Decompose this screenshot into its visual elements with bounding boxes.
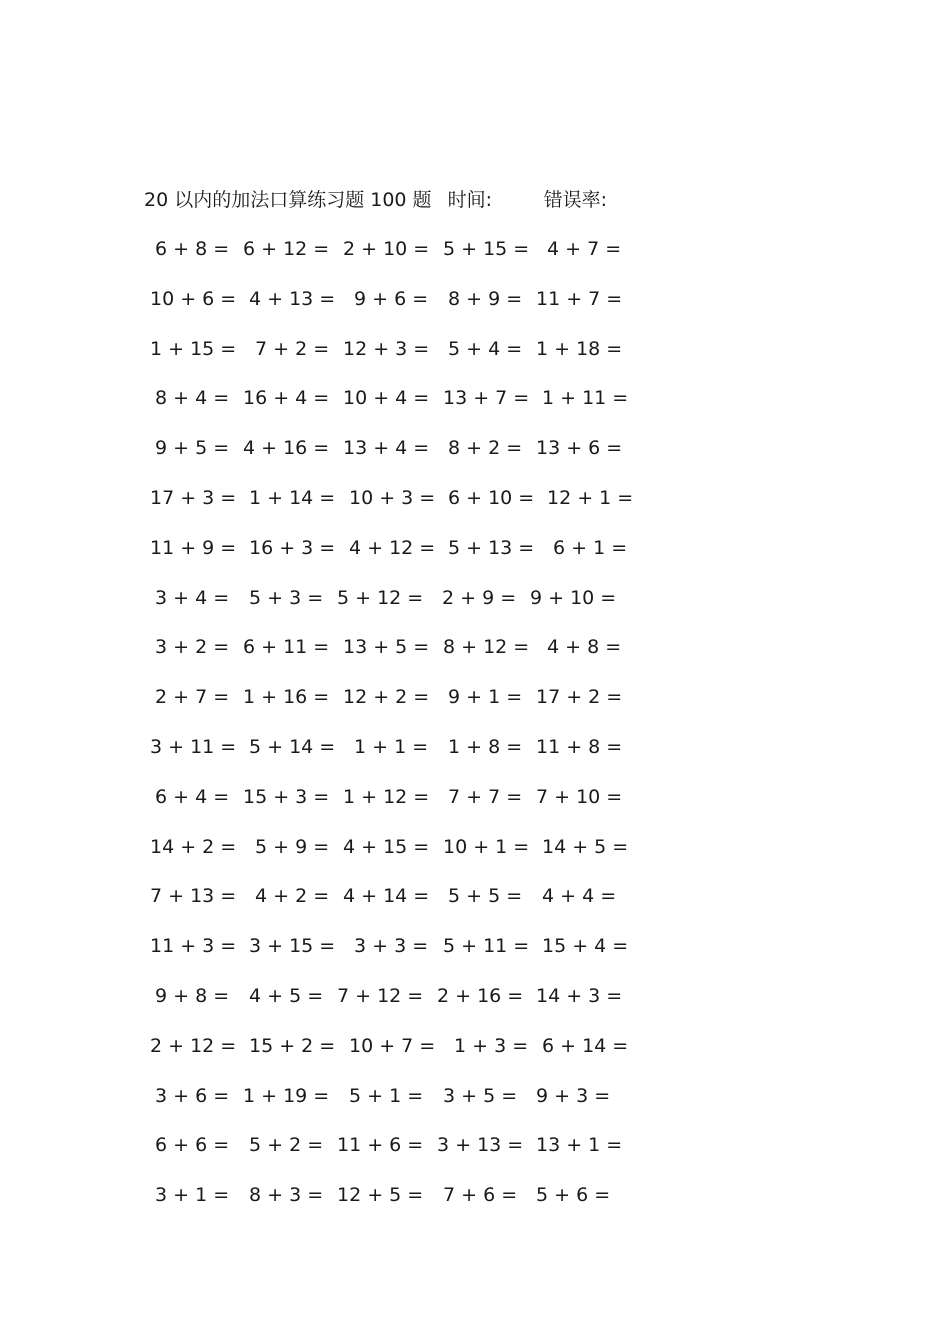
problem-r9-c5: 4 + 8 =	[547, 636, 622, 659]
problem-r2-c5: 11 + 7 =	[536, 287, 623, 310]
time-label: 时间:	[447, 189, 493, 211]
problem-r15-c4: 5 + 11 =	[443, 935, 530, 958]
problem-r20-c5: 5 + 6 =	[536, 1184, 611, 1207]
problem-r18-c5: 9 + 3 =	[536, 1084, 611, 1107]
problem-r9-c1: 3 + 2 =	[155, 636, 230, 659]
problem-r1-c5: 4 + 7 =	[547, 238, 622, 260]
problem-r10-c5: 17 + 2 =	[536, 686, 623, 709]
problem-r3-c2: 7 + 2 =	[255, 337, 330, 360]
problem-r16-c1: 9 + 8 =	[155, 985, 230, 1007]
problem-r13-c1: 14 + 2 =	[150, 835, 237, 858]
problem-r2-c1: 10 + 6 =	[150, 287, 237, 310]
problem-r5-c4: 8 + 2 =	[448, 437, 523, 460]
problem-r10-c2: 1 + 16 =	[243, 686, 330, 709]
problem-r18-c3: 5 + 1 =	[349, 1084, 424, 1107]
problem-r19-c2: 5 + 2 =	[249, 1134, 324, 1157]
problem-r16-c5: 14 + 3 =	[536, 985, 623, 1007]
problem-r17-c4: 1 + 3 =	[454, 1034, 529, 1057]
problem-r6-c1: 17 + 3 =	[150, 487, 237, 509]
problem-r6-c3: 10 + 3 =	[349, 487, 436, 509]
problem-r8-c4: 2 + 9 =	[442, 586, 517, 609]
problem-r4-c2: 16 + 4 =	[243, 387, 330, 410]
problem-r12-c2: 15 + 3 =	[243, 785, 330, 808]
problem-r13-c2: 5 + 9 =	[255, 835, 330, 858]
problem-r7-c5: 6 + 1 =	[553, 536, 628, 559]
problem-r14-c1: 7 + 13 =	[150, 885, 237, 908]
problem-r10-c4: 9 + 1 =	[448, 686, 523, 709]
problem-r9-c3: 13 + 5 =	[343, 636, 430, 659]
problem-r7-c1: 11 + 9 =	[150, 536, 237, 559]
problem-r18-c1: 3 + 6 =	[155, 1084, 230, 1107]
problem-r19-c1: 6 + 6 =	[155, 1134, 230, 1157]
problem-r11-c2: 5 + 14 =	[249, 736, 336, 758]
problem-r1-c1: 6 + 8 =	[155, 238, 230, 260]
problem-r9-c4: 8 + 12 =	[443, 636, 530, 659]
problem-r5-c5: 13 + 6 =	[536, 437, 623, 460]
problem-r2-c4: 8 + 9 =	[448, 287, 523, 310]
problem-r4-c4: 13 + 7 =	[443, 387, 530, 410]
problem-r12-c4: 7 + 7 =	[448, 785, 523, 808]
problem-r7-c2: 16 + 3 =	[249, 536, 336, 559]
problem-r17-c1: 2 + 12 =	[150, 1034, 237, 1057]
problem-r10-c1: 2 + 7 =	[155, 686, 230, 709]
problem-r16-c4: 2 + 16 =	[437, 985, 524, 1007]
problem-r16-c2: 4 + 5 =	[249, 985, 324, 1007]
problem-r3-c4: 5 + 4 =	[448, 337, 523, 360]
problem-r14-c2: 4 + 2 =	[255, 885, 330, 908]
problem-r20-c2: 8 + 3 =	[249, 1184, 324, 1207]
problem-r15-c3: 3 + 3 =	[354, 935, 429, 958]
problem-r5-c3: 13 + 4 =	[343, 437, 430, 460]
problem-r20-c3: 12 + 5 =	[337, 1184, 424, 1207]
problem-r14-c4: 5 + 5 =	[448, 885, 523, 908]
problem-r12-c5: 7 + 10 =	[536, 785, 623, 808]
problem-r3-c3: 12 + 3 =	[343, 337, 430, 360]
problem-r4-c5: 1 + 11 =	[542, 387, 629, 410]
error-rate-label: 错误率:	[543, 189, 608, 211]
problem-r18-c2: 1 + 19 =	[243, 1084, 330, 1107]
problem-r8-c3: 5 + 12 =	[337, 586, 424, 609]
problem-r19-c5: 13 + 1 =	[536, 1134, 623, 1157]
worksheet-title: 20 以内的加法口算练习题 100 题	[144, 189, 432, 211]
problem-r11-c4: 1 + 8 =	[448, 736, 523, 758]
problem-r17-c2: 15 + 2 =	[249, 1034, 336, 1057]
problem-r9-c2: 6 + 11 =	[243, 636, 330, 659]
problem-r10-c3: 12 + 2 =	[343, 686, 430, 709]
problem-r3-c5: 1 + 18 =	[536, 337, 623, 360]
problem-r18-c4: 3 + 5 =	[443, 1084, 518, 1107]
problem-r16-c3: 7 + 12 =	[337, 985, 424, 1007]
problem-r7-c4: 5 + 13 =	[448, 536, 535, 559]
problem-r6-c5: 12 + 1 =	[547, 487, 634, 509]
problem-r1-c3: 2 + 10 =	[343, 238, 430, 260]
problem-r2-c2: 4 + 13 =	[249, 287, 336, 310]
problem-r3-c1: 1 + 15 =	[150, 337, 237, 360]
problem-r12-c3: 1 + 12 =	[343, 785, 430, 808]
problem-r20-c1: 3 + 1 =	[155, 1184, 230, 1207]
problem-r6-c2: 1 + 14 =	[249, 487, 336, 509]
problem-r13-c3: 4 + 15 =	[343, 835, 430, 858]
problem-r5-c1: 9 + 5 =	[155, 437, 230, 460]
problem-r8-c5: 9 + 10 =	[530, 586, 617, 609]
problem-r17-c3: 10 + 7 =	[349, 1034, 436, 1057]
problem-r1-c4: 5 + 15 =	[443, 238, 530, 260]
problem-r2-c3: 9 + 6 =	[354, 287, 429, 310]
problem-r1-c2: 6 + 12 =	[243, 238, 330, 260]
problem-r19-c3: 11 + 6 =	[337, 1134, 424, 1157]
problem-r12-c1: 6 + 4 =	[155, 785, 230, 808]
problem-r14-c3: 4 + 14 =	[343, 885, 430, 908]
problem-r15-c5: 15 + 4 =	[542, 935, 629, 958]
problem-r13-c4: 10 + 1 =	[443, 835, 530, 858]
problem-r17-c5: 6 + 14 =	[542, 1034, 629, 1057]
problem-r11-c5: 11 + 8 =	[536, 736, 623, 758]
problem-r6-c4: 6 + 10 =	[448, 487, 535, 509]
problem-r19-c4: 3 + 13 =	[437, 1134, 524, 1157]
problem-r14-c5: 4 + 4 =	[542, 885, 617, 908]
problem-r4-c1: 8 + 4 =	[155, 387, 230, 410]
problem-r8-c1: 3 + 4 =	[155, 586, 230, 609]
problem-r4-c3: 10 + 4 =	[343, 387, 430, 410]
problem-r13-c5: 14 + 5 =	[542, 835, 629, 858]
problem-r5-c2: 4 + 16 =	[243, 437, 330, 460]
problem-r8-c2: 5 + 3 =	[249, 586, 324, 609]
problem-r7-c3: 4 + 12 =	[349, 536, 436, 559]
problem-r11-c1: 3 + 11 =	[150, 736, 237, 758]
problem-r15-c2: 3 + 15 =	[249, 935, 336, 958]
problem-r15-c1: 11 + 3 =	[150, 935, 237, 958]
problem-r11-c3: 1 + 1 =	[354, 736, 429, 758]
problem-r20-c4: 7 + 6 =	[443, 1184, 518, 1207]
